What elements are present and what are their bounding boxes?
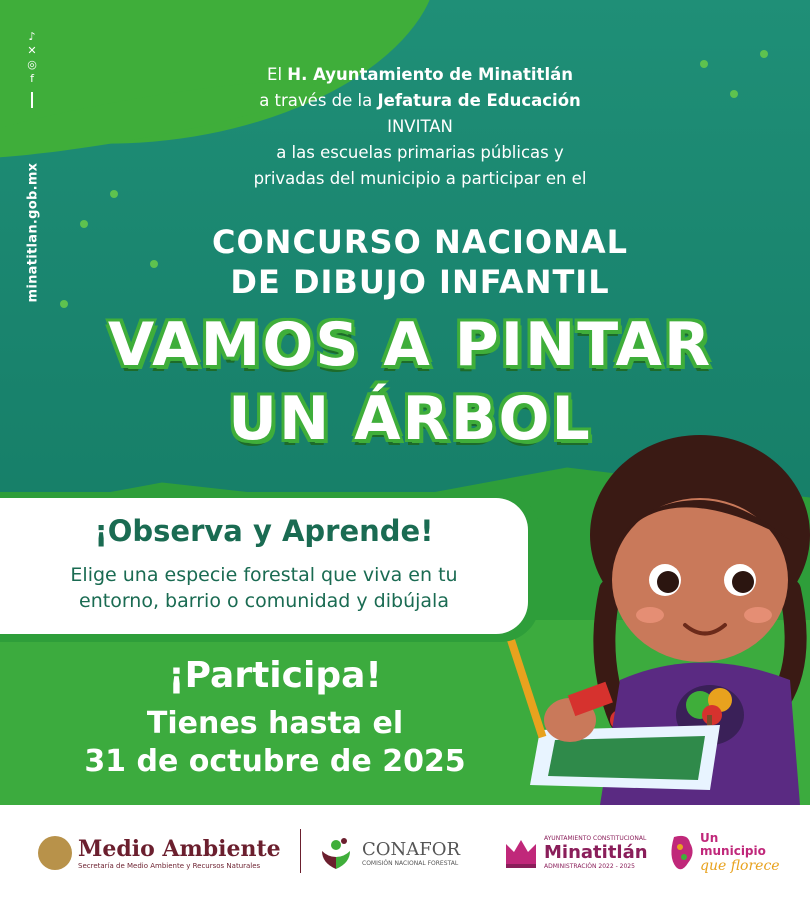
website-url[interactable]: minatitlan.gob.mx	[25, 162, 41, 303]
deadline-text: Tienes hasta el 31 de octubre de 2025	[84, 706, 466, 779]
minatitlan-logo: AYUNTAMIENTO CONSTITUCIONAL Minatitlán ADMINISTRACIÓN 2022 - 2025	[502, 805, 648, 900]
card-title: ¡Observa y Aprende!	[94, 514, 434, 548]
tiktok-icon[interactable]: ♪	[28, 30, 36, 43]
headline: VAMOS A PINTAR UN ÁRBOL	[107, 310, 713, 454]
medio-ambiente-logo: Medio Ambiente Secretaría de Medio Ambiente y Recursos Naturales	[38, 805, 281, 900]
dot-decoration	[60, 300, 68, 308]
divider	[300, 829, 301, 873]
municipio-que-florece-logo: Un municipio que florece	[668, 805, 780, 900]
conafor-leaf-icon	[314, 835, 358, 871]
dot-decoration	[110, 190, 118, 198]
girl-drawing-illustration	[500, 430, 810, 805]
minatitlan-crest-icon	[502, 834, 540, 872]
intro-text: El H. Ayuntamiento de Minatitlán a través de la Jefatura de Educación INVITAN a las escuelas primarias públicas y privadas del municipio a participar en el	[253, 65, 587, 188]
x-icon[interactable]: ✕	[27, 44, 37, 57]
contest-title: CONCURSO NACIONAL DE DIBUJO INFANTIL	[211, 223, 629, 301]
footer-logos	[0, 805, 810, 900]
dot-decoration	[700, 60, 708, 68]
dot-decoration	[730, 90, 738, 98]
instagram-icon[interactable]: ◎	[27, 58, 37, 71]
card-body: Elige una especie forestal que viva en tu entorno, barrio o comunidad y dibújala	[70, 564, 458, 612]
facebook-icon[interactable]: f	[30, 72, 34, 85]
dot-decoration	[80, 220, 88, 228]
conafor-logo: CONAFOR COMISIÓN NACIONAL FORESTAL	[314, 805, 460, 900]
dot-decoration	[760, 50, 768, 58]
seal-icon	[38, 836, 72, 870]
social-strip	[18, 30, 46, 303]
flower-map-icon	[668, 833, 696, 873]
cta-title: ¡Participa!	[168, 655, 382, 696]
